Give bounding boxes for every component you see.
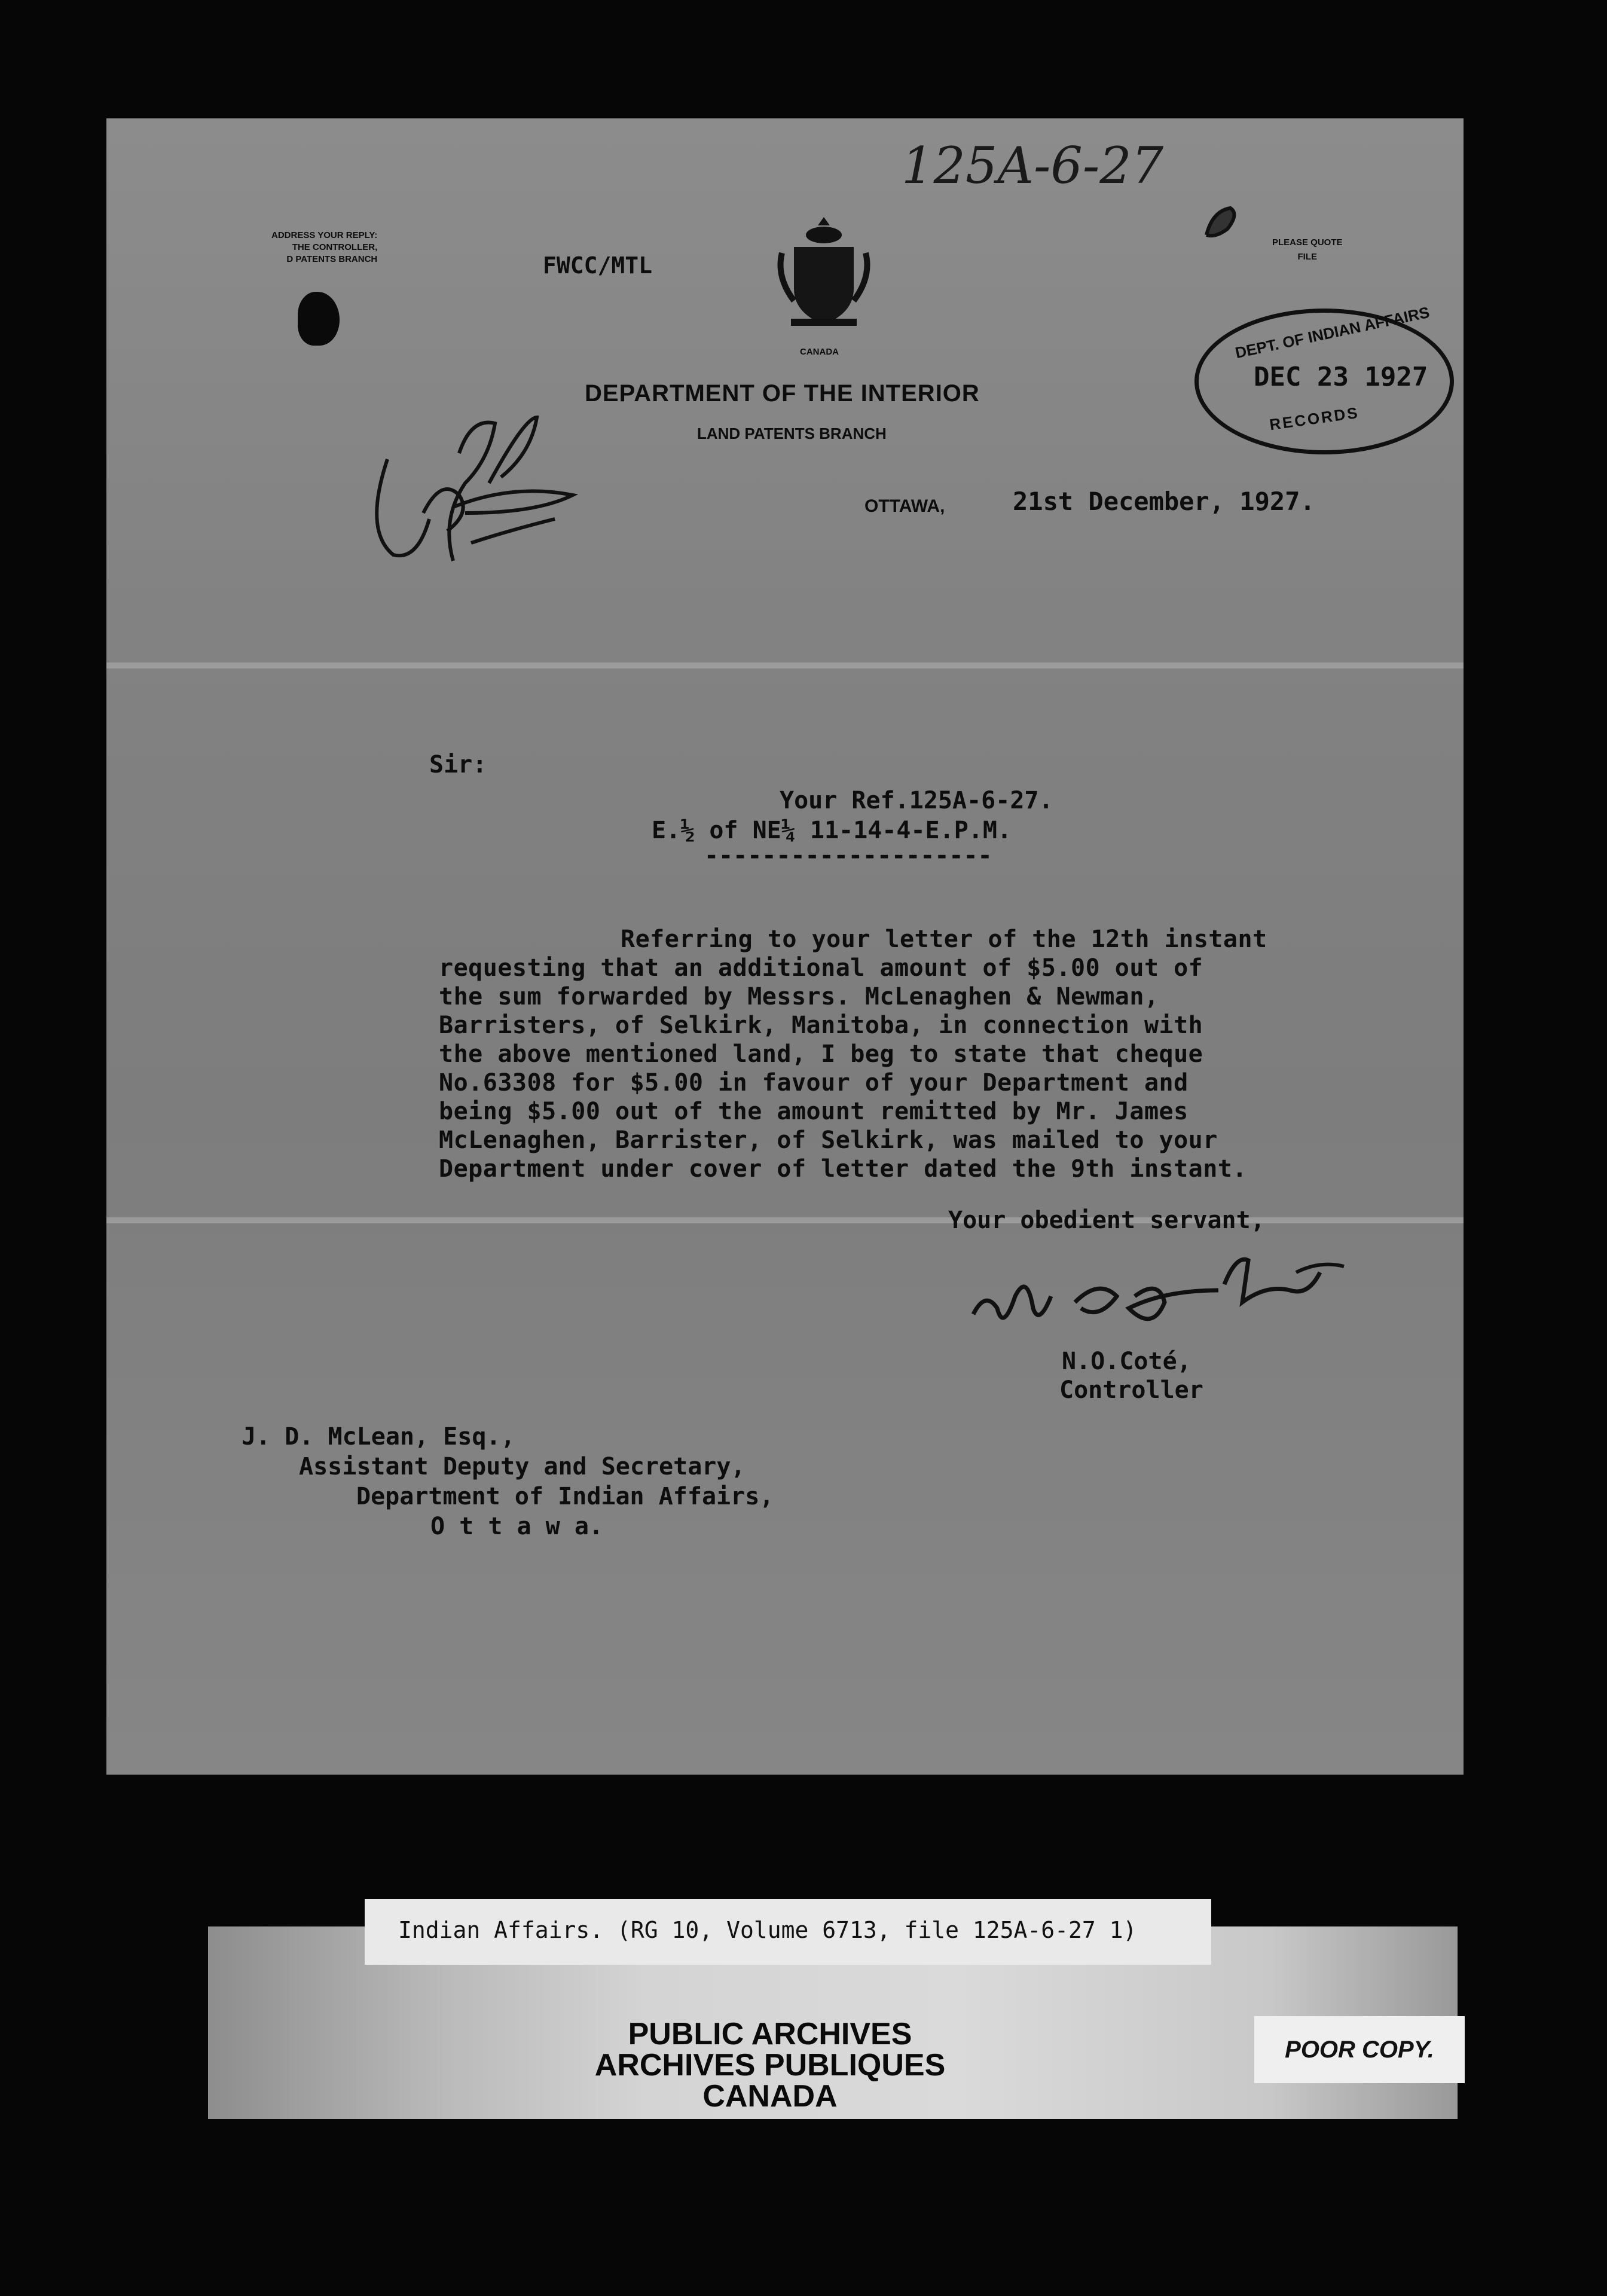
addressee-line: Assistant Deputy and Secretary, <box>299 1453 746 1480</box>
archive-stamp <box>561 2019 979 2112</box>
branch-heading: LAND PATENTS BRANCH <box>697 425 887 442</box>
handwritten-initials <box>352 405 603 573</box>
please-quote-label: PLEASE QUOTE <box>1272 237 1343 248</box>
stamp-bottom-text: RECORDS <box>1268 403 1361 434</box>
body-line: No.63308 for $5.00 in favour of your Department and <box>439 1069 1189 1097</box>
body-line: Barristers, of Selkirk, Manitoba, in connection with <box>439 1012 1203 1039</box>
addressee-line: J. D. McLean, Esq., <box>242 1423 515 1451</box>
pencil-mark-icon <box>1200 202 1242 244</box>
file-label: FILE <box>1297 252 1318 262</box>
fold-line <box>106 662 1464 668</box>
letter-page <box>106 118 1464 1775</box>
department-heading: DEPARTMENT OF THE INTERIOR <box>585 380 980 407</box>
addressee-line: Department of Indian Affairs, <box>356 1483 774 1510</box>
reference-rule: -------------------- <box>704 842 992 869</box>
stamp-date: DEC 23 1927 <box>1254 362 1428 392</box>
signatory-title: Controller <box>1059 1376 1203 1404</box>
address-reply-line: D PATENTS BRANCH <box>286 254 378 264</box>
file-code: FWCC/MTL <box>543 252 653 279</box>
stamp-top-text: DEPT. OF INDIAN AFFAIRS <box>1233 303 1431 362</box>
body-line: McLenaghen, Barrister, of Selkirk, was mailed to your <box>439 1126 1218 1154</box>
received-stamp <box>1194 303 1454 454</box>
coat-of-arms-icon <box>776 211 872 343</box>
body-line: requesting that an additional amount of $5.00 out of <box>439 954 1203 982</box>
body-line: being $5.00 out of the amount remitted by Mr. James <box>439 1098 1189 1125</box>
archive-line: ARCHIVES PUBLIQUES <box>594 2048 946 2083</box>
salutation: Sir: <box>429 751 487 778</box>
addressee-line: O t t a w a. <box>430 1513 603 1540</box>
body-line: the sum forwarded by Messrs. McLenaghen & Newman, <box>439 983 1159 1010</box>
crest-label: CANADA <box>800 347 839 357</box>
signatory-name: N.O.Coté, <box>1062 1348 1191 1375</box>
body-line: Referring to your letter of the 12th instant <box>621 926 1267 953</box>
paper-hole <box>298 292 340 346</box>
letter-date: 21st December, 1927. <box>1013 487 1315 516</box>
reference-line-1: Your Ref.125A-6-27. <box>780 787 1053 814</box>
address-reply-line: ADDRESS YOUR REPLY: <box>271 230 378 240</box>
archive-line: CANADA <box>702 2079 838 2114</box>
body-line: Department under cover of letter dated the 9th instant. <box>439 1155 1248 1183</box>
poor-copy-note: POOR COPY. <box>1254 2016 1465 2083</box>
archive-reference-strip <box>365 1899 1211 1965</box>
address-reply-line: THE CONTROLLER, <box>292 242 378 252</box>
closing: Your obedient servant, <box>948 1207 1265 1234</box>
handwritten-file-number: 125A-6-27 <box>902 136 1164 195</box>
letter-place: OTTAWA, <box>864 496 945 516</box>
signature <box>961 1248 1392 1356</box>
archive-reference: Indian Affairs. (RG 10, Volume 6713, file 125A-6-27 1) <box>398 1917 1137 1943</box>
reference-line-2: E.½ of NE¼ 11-14-4-E.P.M. <box>652 817 1012 844</box>
address-reply-block <box>271 230 377 265</box>
please-quote-block <box>1272 236 1343 264</box>
archive-line: PUBLIC ARCHIVES <box>628 2017 912 2051</box>
body-line: the above mentioned land, I beg to state that cheque <box>439 1040 1203 1068</box>
